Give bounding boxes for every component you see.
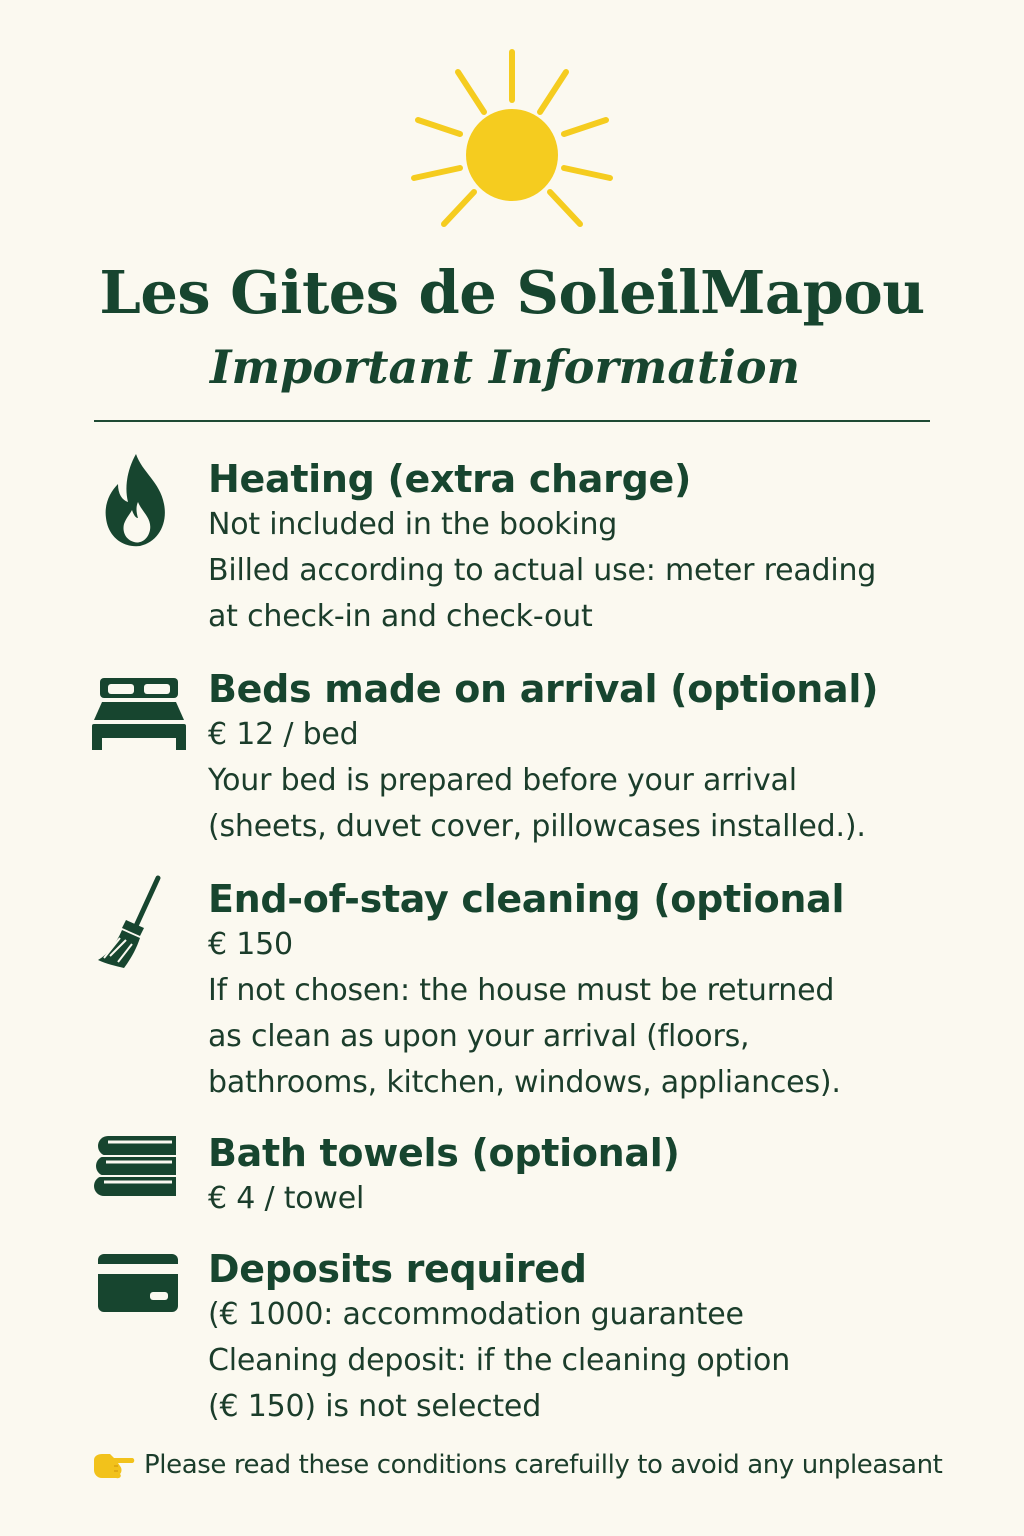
section-line: Billed according to actual use: meter reading <box>208 553 877 588</box>
section-heading: Bath towels (optional) <box>208 1131 680 1175</box>
section-heating <box>208 456 998 640</box>
section-line: Your bed is prepared before your arrival <box>208 763 797 798</box>
section-deposits <box>208 1246 998 1430</box>
section-line: If not chosen: the house must be returned <box>208 973 835 1008</box>
title-divider <box>94 420 930 422</box>
section-line: € 4 / towel <box>208 1181 365 1216</box>
section-line: € 150 <box>208 927 293 962</box>
towels-icon <box>92 1134 178 1198</box>
bed-icon <box>92 676 186 750</box>
page-title: Les Gites de SoleilMapou <box>99 258 925 327</box>
section-line: Not included in the booking <box>208 507 618 542</box>
section-line: (€ 150) is not selected <box>208 1389 542 1424</box>
section-cleaning <box>208 876 998 1106</box>
section-line: (€ 1000: accommodation guarantee <box>208 1297 744 1332</box>
section-line: bathrooms, kitchen, windows, appliances). <box>208 1065 841 1100</box>
broom-icon <box>96 874 164 970</box>
section-line: € 12 / bed <box>208 717 359 752</box>
footer-note <box>92 1450 972 1480</box>
footer-text: Please read these conditions carefuilly to avoid any unpleasant <box>144 1450 943 1480</box>
section-heading: Beds made on arrival (optional) <box>208 667 879 711</box>
sun-icon <box>402 42 622 242</box>
flame-icon <box>102 452 174 548</box>
section-heading: Deposits required <box>208 1247 587 1291</box>
credit-card-icon <box>98 1254 178 1312</box>
pointing-hand-icon <box>92 1450 136 1480</box>
section-line: (sheets, duvet cover, pillowcases installed.). <box>208 809 866 844</box>
section-line: Cleaning deposit: if the cleaning option <box>208 1343 791 1378</box>
section-heading: End-of-stay cleaning (optional <box>208 877 845 921</box>
section-line: at check-in and check-out <box>208 599 593 634</box>
section-heading: Heating (extra charge) <box>208 457 692 501</box>
section-line: as clean as upon your arrival (floors, <box>208 1019 750 1054</box>
page-subtitle: Important Information <box>209 340 801 394</box>
section-beds <box>208 666 998 850</box>
section-towels <box>208 1130 998 1222</box>
